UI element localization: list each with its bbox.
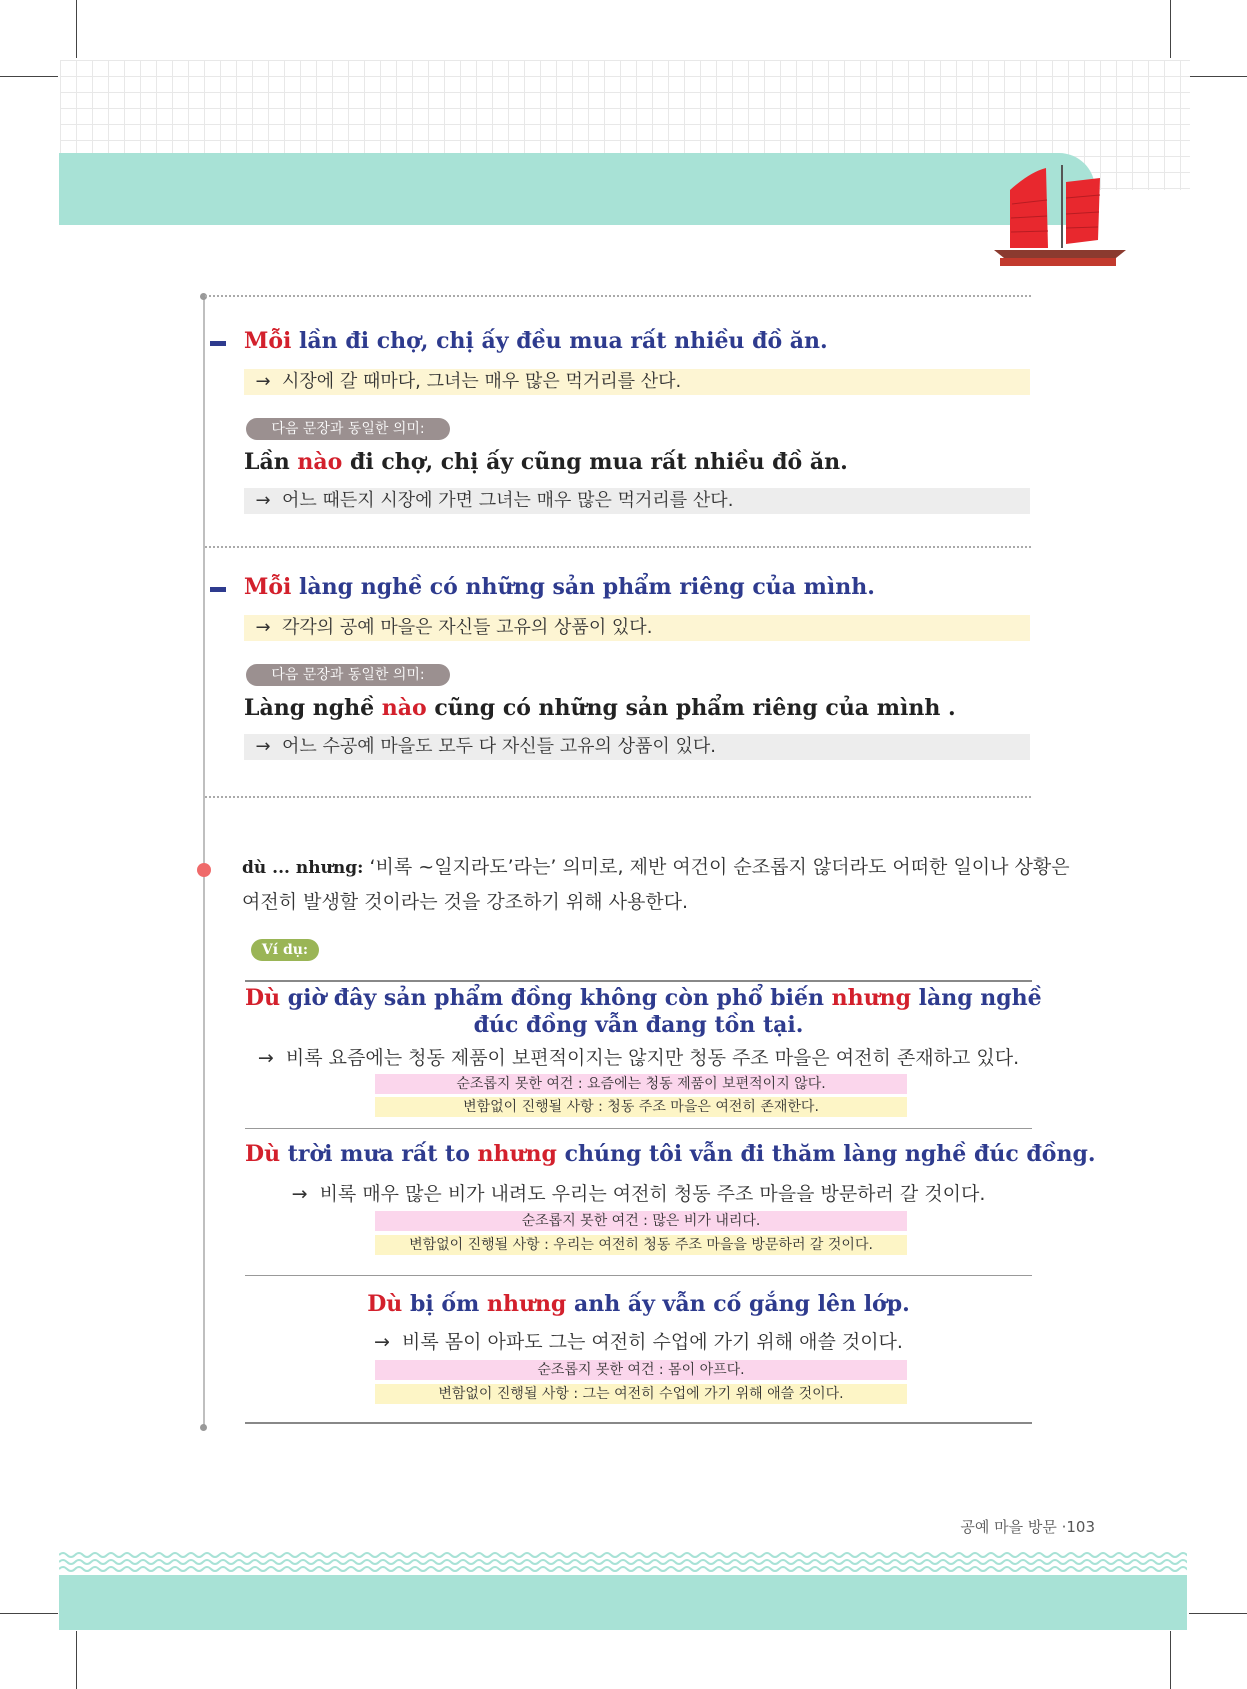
example-rule	[245, 1422, 1032, 1424]
crop-mark	[1189, 1613, 1247, 1614]
result-tag: 변함없이 진행될 사항 : 우리는 여전히 청동 주조 마을을 방문하러 갈 것이다.	[375, 1235, 907, 1255]
junk-boat-icon	[990, 160, 1130, 270]
condition-tag: 순조롭지 못한 여건 : 많은 비가 내리다.	[375, 1211, 907, 1231]
section-divider	[205, 546, 1031, 548]
crop-mark	[76, 1631, 77, 1689]
example-label: Ví dụ:	[251, 939, 319, 961]
example-translation: → 비록 요즘에는 청동 제품이 보편적이지는 않지만 청동 주조 마을은 여전히 존재하고 있다.	[257, 1047, 1020, 1069]
grammar-definition: dù ... nhưng: ‘비록 ~일지라도’라는’ 의미로, 제반 여건이 순조롭지 않더라도 어떠한 일이나 상황은 여전히 발생할 것이라는 것을 강조하기 위해 사용한다.	[242, 856, 1070, 913]
crop-mark	[1189, 76, 1247, 77]
crop-mark	[1170, 0, 1171, 58]
alternative-translation: → 어느 때든지 시장에 가면 그녀는 매우 많은 먹거리를 산다.	[244, 488, 1030, 514]
crop-mark	[1170, 1631, 1171, 1689]
condition-tag: 순조롭지 못한 여건 : 몸이 아프다.	[375, 1360, 907, 1380]
example-rule	[245, 1128, 1032, 1129]
alternative-sentence: Lần nào đi chợ, chị ấy cũng mua rất nhiều đồ ăn.	[244, 449, 848, 475]
example-sentence: Dù trời mưa rất to nhưng chúng tôi vẫn đi thăm làng nghề đúc đồng.	[245, 1141, 1096, 1167]
same-meaning-label: 다음 문장과 동일한 의미:	[246, 418, 450, 440]
alternative-sentence: Làng nghề nào cũng có những sản phẩm riêng của mình .	[244, 695, 956, 721]
example-rule	[245, 1275, 1032, 1276]
header-band	[59, 153, 1095, 225]
section-divider	[205, 295, 1031, 297]
translation-line: → 각각의 공예 마을은 자신들 고유의 상품이 있다.	[244, 615, 1030, 641]
crop-mark	[0, 1613, 58, 1614]
example-translation: → 비록 매우 많은 비가 내려도 우리는 여전히 청동 주조 마을을 방문하러 갈 것이다.	[291, 1183, 986, 1205]
bullet-marker	[210, 341, 226, 346]
alternative-translation: → 어느 수공예 마을도 모두 다 자신들 고유의 상품이 있다.	[244, 734, 1030, 760]
example-translation: → 비록 몸이 아파도 그는 여전히 수업에 가기 위해 애쓸 것이다.	[374, 1331, 903, 1353]
footer-band	[59, 1575, 1187, 1630]
translation-line: → 시장에 갈 때마다, 그녀는 매우 많은 먹거리를 산다.	[244, 369, 1030, 395]
bullet-marker	[210, 587, 226, 592]
timeline-dot	[200, 1424, 207, 1431]
example-sentence: Mỗi lần đi chợ, chị ấy đều mua rất nhiều đồ ăn.	[244, 328, 828, 354]
result-tag: 변함없이 진행될 사항 : 청동 주조 마을은 여전히 존재한다.	[375, 1097, 907, 1117]
wave-pattern	[59, 1550, 1187, 1576]
same-meaning-label: 다음 문장과 동일한 의미:	[246, 664, 450, 686]
timeline-line	[203, 296, 205, 1428]
example-rule	[245, 980, 1032, 982]
result-tag: 변함없이 진행될 사항 : 그는 여전히 수업에 가기 위해 애쓸 것이다.	[375, 1384, 907, 1404]
example-sentence: Dù giờ đây sản phẩm đồng không còn phổ biến nhưng làng nghề	[245, 985, 1042, 1011]
timeline-marker-dot	[197, 863, 211, 877]
section-divider	[205, 796, 1031, 798]
example-sentence: Mỗi làng nghề có những sản phẩm riêng của mình.	[244, 574, 875, 600]
page-number: 공예 마을 방문 ·103	[960, 1518, 1095, 1536]
condition-tag: 순조롭지 못한 여건 : 요즘에는 청동 제품이 보편적이지 않다.	[375, 1074, 907, 1094]
example-sentence: Dù bị ốm nhưng anh ấy vẫn cố gắng lên lớp.	[367, 1291, 910, 1317]
crop-mark	[76, 0, 77, 58]
crop-mark	[0, 76, 58, 77]
example-sentence-continued: đúc đồng vẫn đang tồn tại.	[473, 1012, 804, 1038]
